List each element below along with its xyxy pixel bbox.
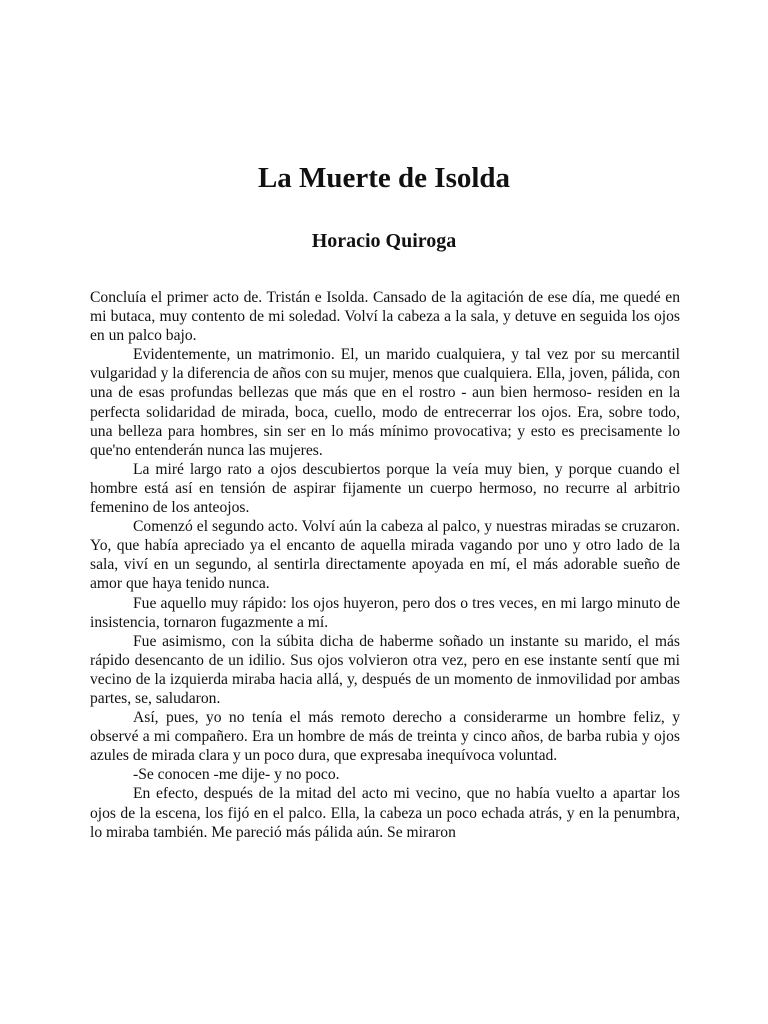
paragraph: La miré largo rato a ojos descubiertos porque la veía muy bien, y porque cuando el hombre está así en tensión de aspirar fijamente un cuerpo hermoso, no recurre al arbitrio femenino de los anteojos. — [90, 460, 680, 517]
paragraph: Fue aquello muy rápido: los ojos huyeron, pero dos o tres veces, en mi largo minuto de insistencia, tornaron fugazmente a mí. — [90, 594, 680, 631]
document-title: La Muerte de Isolda — [257, 162, 511, 194]
document-body — [90, 288, 680, 842]
paragraph: En efecto, después de la mitad del acto mi vecino, que no había vuelto a apartar los ojos de la escena, los fijó en el palco. Ella, la cabeza un poco echada atrás, y en la penumbra, lo miraba también. Me pareció más pálida aún. Se miraron — [90, 785, 680, 841]
paragraph: Evidentemente, un matrimonio. El, un marido cualquiera, y tal vez por su mercantil vulgaridad y la diferencia de años con su mujer, menos que cualquiera. Ella, joven, pálida, con una de esas profundas bellezas que más que en el rostro - aun bien hermoso- residen en la perfecta solidaridad de mirada, boca, cuello, modo de entrecerrar los ojos. Era, sobre todo, una belleza para hombres, sin ser en lo más mínimo provocativa; y esto es precisamente lo que'no entenderán nunca las mujeres. — [90, 346, 680, 459]
paragraph: Comenzó el segundo acto. Volví aún la cabeza al palco, y nuestras miradas se cruzaron. Yo, que había apreciado ya el encanto de aquella mirada vagando por uno y otro lado de la sala, viví en un segundo, al sentirla directamente apoyada en mí, el más adorable sueño de amor que haya tenido nunca. — [90, 518, 680, 593]
paragraph: Fue asimismo, con la súbita dicha de haberme soñado un instante su marido, el más rápido desencanto de un idilio. Sus ojos volvieron otra vez, pero en ese instante sentí que mi vecino de la izquierda miraba hacia allá, y, después de un momento de inmovilidad por ambas partes, se, saludaron. — [90, 632, 680, 707]
document-author: Horacio Quiroga — [311, 230, 457, 252]
paragraph: -Se conocen -me dije- y no poco. — [133, 766, 340, 784]
paragraph: Concluía el primer acto de. Tristán e Isolda. Cansado de la agitación de ese día, me quedé en mi butaca, muy contento de mi soledad. Volví la cabeza a la sala, y detuve en seguida los ojos en un palco bajo. — [90, 289, 680, 345]
paragraph: Así, pues, yo no tenía el más remoto derecho a considerarme un hombre feliz, y observé a mi compañero. Era un hombre de más de treinta y cinco años, de barba rubia y ojos azules de mirada clara y un poco dura, que expresaba inequívoca voluntad. — [90, 709, 680, 765]
